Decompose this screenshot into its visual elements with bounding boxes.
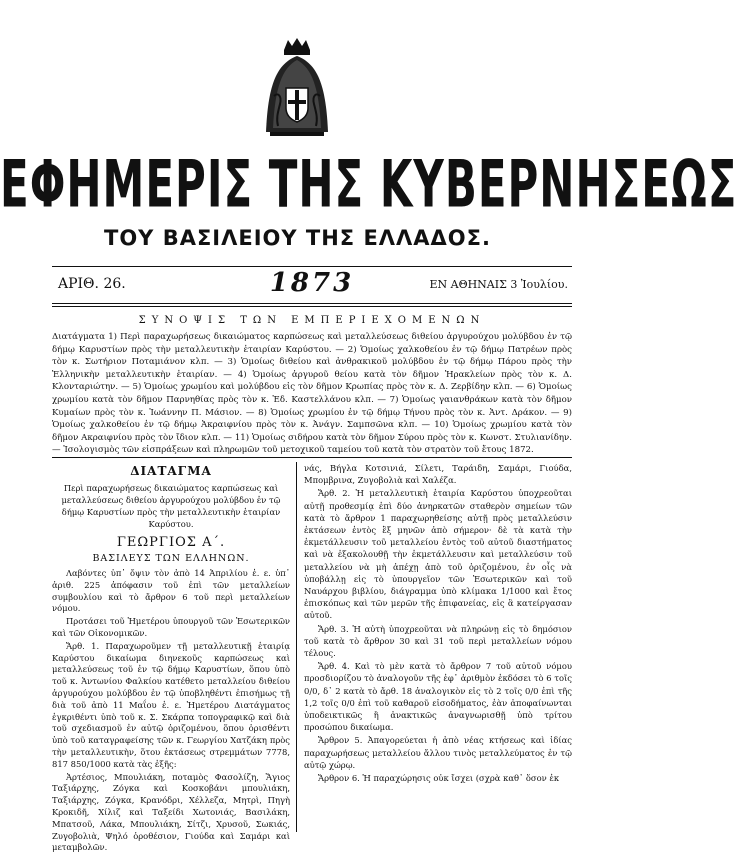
issue-date: ΕΝ ΑΘΗΝΑΙΣ 3 Ἰουλίου. xyxy=(429,278,568,291)
issue-line xyxy=(52,270,572,300)
divider xyxy=(52,266,572,267)
contents-summary: Διατάγματα 1) Περὶ παραχωρήσεως δικαιώματος καρπώσεως καὶ μεταλλεύσεως διθείου ἀργυρούχου μολύβδου ἐν τῷ δήμῳ Καρυστίων πρὸς τὴν μεταλλευτικὴν ἑταιρίαν Καρύστου. — 2) Ὁμοίως χαλκοθείου ἐν τῷ δήμῳ Πατρέων πρὸς τὸν κ. Σωτήριον Ποταμιάνον κλπ. — 3) Ὁμοίως διθείου καὶ ἀνθρακικοῦ μολύβδου ἐν τῷ δήμῳ Πάρου πρὸς τὴν Ἑλληνικὴν μεταλλευτικὴν ἑταιρίαν. — 4) Ὁμοίως ἀργυροῦ θείου κατὰ τὸν δῆμον Ἡρακλείων πρὸς τὸν κ. Δ. Κλονταριώτην. — 5) Ὁμοίως χρωμίου καὶ μολύβδου εἰς τὸν δῆμον Κρωπίας πρὸς τὸν κ. Δ. Ζερβίδην κλπ. — 6) Ὁμοίως χρωμίου κατὰ τὸν δῆμον Παρνηθίας πρὸς τὸν κ. Ἐδ. Καστελλάνου κλπ. — 7) Ὁμοίως γαιανθράκων κατὰ τὸν δῆμον Κυμαίων πρὸς τὸν κ. Ἰωάννην Π. Μάσιον. — 8) Ὁμοίως χρωμίου ἐν τῷ δήμῳ Τήνου πρὸς τὸν κ. Ἀντ. Δράκον. — 9) Ὁμοίως χαλκοθείου ἐν τῷ δήμῳ Ἀκραιφνίου πρὸς τὸν κ. Ἀνάγν. Σαμπσῶνα κλπ. — 10) Ὁμοίως χρωμίου κατὰ τὸν δῆμον Ακραιφνίου πρὸς τὸν ἴδιον κλπ. — 11) Ὁμοίως σιδήρου κατὰ τὸν δῆμον Σύρου πρὸς τὸν κ. Κωνστ. Στυλιανίδην. — Ἰσολογισμὸς τῶν εἰσπράξεων καὶ πληρωμῶν τοῦ μετοχικοῦ ταμείου τοῦ κατὰ τὸν στρατὸν τοῦ ἔτους 1872. xyxy=(52,332,572,456)
divider xyxy=(52,306,572,307)
decree-paragraph: Λαβόντες ὑπ᾿ ὄψιν τὸν ἀπὸ 14 Ἀπριλίου ἐ. ε. ὑπ᾿ ἀριθ. 225 ἀπόφασιν τοῦ ἐπὶ τῶν μεταλλείων συμβουλίου καὶ τὸ ἄρθρον 6 τοῦ περὶ μεταλλείων νόμου. xyxy=(52,568,290,614)
decree-paragraph: Προτάσει τοῦ Ἡμετέρου ὑπουργοῦ τῶν Ἐσωτερικῶν καὶ τῶν Οἰκονομικῶν. xyxy=(52,616,290,638)
issue-number: ΑΡΙΘ. 26. xyxy=(58,276,126,292)
divider xyxy=(52,303,572,304)
decree-paragraph: νάς, Βήγλα Κοτσινιά, Σίλετι, Ταράιδη, Σαμάρι, Γιούδα, Μπομβρινα, Ζυγοβολιὰ καὶ Χαλέζα. xyxy=(304,463,572,486)
coat-of-arms-icon xyxy=(262,36,332,140)
decree-title: ΔΙΑΤΑΓΜΑ xyxy=(130,464,212,478)
king-title: ΒΑΣΙΛΕΥΣ ΤΩΝ ΕΛΛΗΝΩΝ. xyxy=(92,553,250,564)
divider xyxy=(52,457,572,458)
decree-paragraph: Ἀρτέσιος, Μπουλιάκη, ποταμὸς Φασολίζη, Ἅγιος Ταξιάρχης, Ζόγκα καὶ Κοσκοβάνι μπουλιάκη, Ταξιάρχης, Ζόγκα, Κρανόδρι, Χέλλεζα, Μητρὶ, Πηγὴ Κροκιδῆ, Χίλιζ καὶ Ταξείδι Χωτονιάς, Βασιλάκη, Μπατσοῦ, Λάκα, Μπουλιάκη, Σίτζι, Χρυσοῦ, Σωκιάς, Ζυγοβολιὰ, Ψηλό ὁροθέσιον, Γιούδα καὶ Σαμάρι καὶ μεταμβολῶν. xyxy=(52,771,290,853)
masthead-title: ΕΦΗΜΕΡΙΣ ΤΗΣ ΚΥΒΕΡΝΗΣΕΩΣ xyxy=(0,146,737,222)
contents-heading: ΣΥΝΟΨΙΣ ΤΩΝ ΕΜΠΕΡΙΕΧΟΜΕΝΩΝ xyxy=(138,315,486,326)
left-column xyxy=(52,464,290,855)
decree-subject: Περὶ παραχωρήσεως δικαιώματος καρπώσεως καὶ μεταλλεύσεως διθείου ἀργυρούχου μολύβδου ἐν τῷ δήμῳ Καρυστίων πρὸς τὴν μεταλλευτικὴν ἑταιρίαν Καρύστου. xyxy=(61,483,281,529)
king-name: ΓΕΩΡΓΙΟΣ Α΄. xyxy=(116,535,226,550)
right-column xyxy=(304,462,572,785)
decree-paragraph: Ἄρθ. 4. Καὶ τὸ μὲν κατὰ τὸ ἄρθρον 7 τοῦ αὐτοῦ νόμου προσδιορίζου τὸ ἀναλογοῦν τῆς ἐφ᾿ ἀριθμὸν ἐκδόσει τὸ 6 τοῖς 0/0, δ᾿ 2 κατὰ τὸ ἄρθ. 18 ἀναλογικὸν εἰς τὸ 2 τοῖς 0/0 ἐπὶ τῆς 1,2 τοῖς 0/0 ἐπὶ τοῦ καθαροῦ εἰσοδήματος, ἐὰν ἀποφαίνωνται ὑποδεικτικῶς ἢ ἀνακτικῶς ἀναγνωρισθῇ ὑπὸ τρίτου προσώπου δικαίωμα. xyxy=(304,661,572,733)
decree-paragraph: Ἄρθ. 1. Παραχωροῦμεν τῇ μεταλλευτικῇ ἑταιρίᾳ Καρύστου δικαίωμα διηνεκοῦς καρπώσεως καὶ μεταλλεύσεως τοῦ ἐν τῷ δήμῳ Καρυστίων, ὅπου ὑπὸ τοῦ κ. Ἀντωνίου Φαλκίου κατέθετο μεταλλείου διθείου ἀργυρούχου μολύβδου ἐν τῷ ὑποβληθέντι ἐπισήμως τῇ διὰ τοῦ ἀπὸ 11 Μαΐου ἐ. ε. Ἡμετέρου Διατάγματος ἐγκριθέντι ὑπὸ τοῦ κ. Σ. Σκάρπα τοπογραφικῷ καὶ διὰ τοῦ σχεδιασμοῦ ἐν αὐτῷ ὁριζομένου, ὅπου ὁρισθέντι ὑπὸ τοῦ καταγραφείσης τῶν κ. Γεωργίου Χατζάκη πρὸς τὴν μεταλλευτικὴν, ὅτου ἐκτάσεως στρεμμάτων 7778, 817 850/1000 κατὰ τὰς ἐξῆς: xyxy=(52,640,290,769)
decree-paragraph: Ἄρθ. 3. Ἡ αὐτὴ ὑποχρεοῦται νὰ πληρώνῃ εἰς τὸ δημόσιον τοῦ κατὰ τὸ ἄρθρον 30 καὶ 31 τοῦ περὶ μεταλλείων νόμου τέλους. xyxy=(304,623,572,659)
decree-paragraph: Ἄρθρον 5. Ἀπαγορεύεται ἡ ἀπὸ νέας κτήσεως καὶ ἰδίας παραχωρήσεως μεταλλείου ἄλλου τινὸς μεταλλεύματος ἐν τῷ αὐτῷ χώρῳ. xyxy=(304,735,572,770)
issue-year: 1873 xyxy=(269,268,355,298)
masthead-subtitle: ΤΟΥ ΒΑΣΙΛΕΙΟΥ ΤΗΣ ΕΛΛΑΔΟΣ. xyxy=(104,226,491,250)
column-divider xyxy=(296,462,297,832)
decree-paragraph: Ἄρθ. 2. Ἡ μεταλλευτικὴ ἑταιρία Καρύστου ὑποχρεοῦται αὐτῇ προθεσμίᾳ ἐπὶ δύο ἀνηρκατῶν σταθερὸν σημείων τῶν κατὰ τὸ ἄρθρον 1 παραχωρηθείσης αὐτῇ πρὸς μεταλλεύσιν ἐκτάσεων ἐντὸς ἓξ μηνῶν ἀπὸ σήμερον· δὲ τὰ κατὰ τὴν ἐκμετάλλευσιν τοῦ μεταλλείου ἐντὸς τοῦ αὐτοῦ διαστήματος καὶ νὰ ἐξακολουθῇ τὴν ἐκμετάλλευσιν καὶ μεταλλεύσιν τοῦ μεταλλείου νὰ μὴ ἀπέχῃ ἀπὸ τοῦ ὁριζομένου, ἐν οἷς νὰ ὑποβάλλῃ εἰς τὸ ὑπουργεῖον τῶν Ἐσωτερικῶν καὶ τοῦ Ναυάρχου βιβλίου, διάγραμμα ὑπὸ κλίμακα 1/1000 καὶ ἔτος ἐπισκόπως καὶ τῶν μερῶν τῆς ἐπιφανείας, εἰς ἃ κατείργασαν αὐτοῦ. xyxy=(304,488,572,621)
decree-paragraph: Ἄρθρον 6. Ἡ παραχώρησις οὐκ ἴσχει (σχρὰ καθ᾿ ὅσον ἐκ xyxy=(318,773,560,784)
